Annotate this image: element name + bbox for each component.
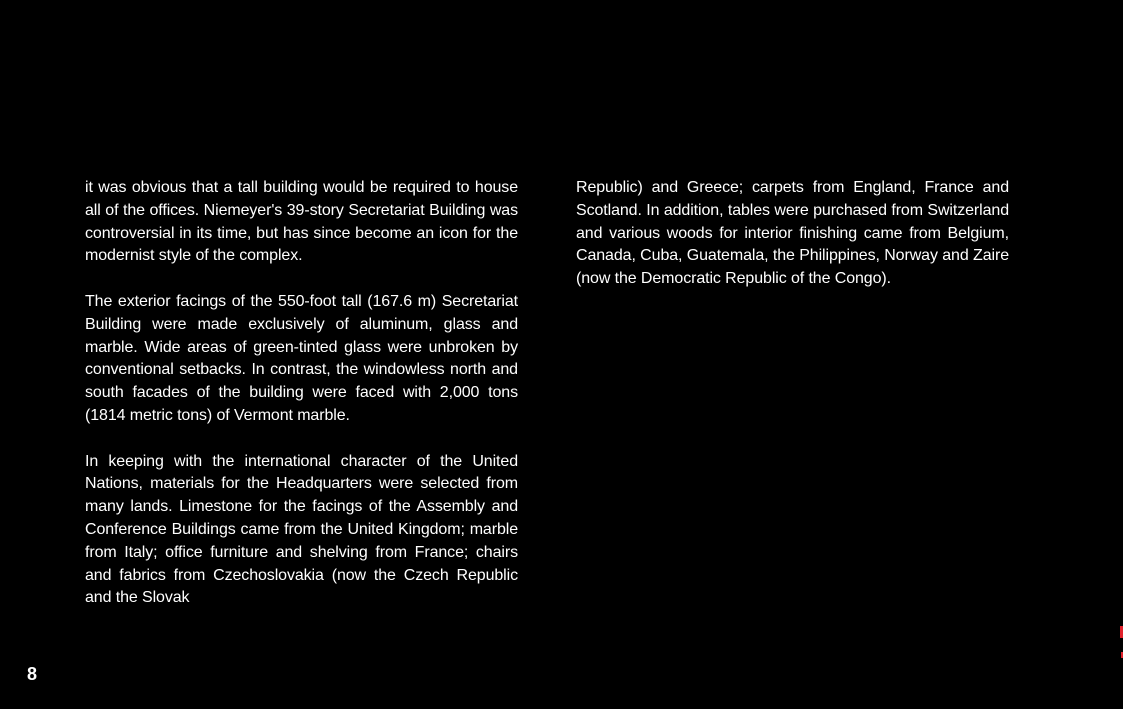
paragraph-exterior-facings: The exterior facings of the 550-foot tall (167.6 m) Secretariat Building were made exclusively of aluminum, glass and marble. Wide areas of green-tinted glass were unbroken by conventional setbacks. In contrast, the windowless north and south facades of the building were faced with 2,000 tons (1814 metric tons) of Vermont marble. <box>85 292 518 424</box>
page-number: 8 <box>27 664 38 684</box>
paragraph-materials-continued: Republic) and Greece; carpets from England, France and Scotland. In addition, tables were purchased from Switzerland and various woods for interior finishing came from Belgium, Canada, Cuba, Guatemala, the Philippines, Norway and Zaire (now the Democratic Republic of the Congo). <box>576 179 1009 288</box>
paragraph-international-materials: In keeping with the international character of the United Nations, materials for the Headquarters were selected from many lands. Limestone for the facings of the Assembly and Conference Buildings came from the United Kingdom; marble from Italy; office furniture and shelving from France; chairs and fabrics from Czechoslovakia (now the Czech Republic and the Slovak <box>85 452 518 607</box>
paragraph-tall-building: it was obvious that a tall building would be required to house all of the offices. Niemeyer's 39-story Secretariat Building was controversial in its time, but has since become an icon for the modernist style of the complex. <box>85 179 518 265</box>
left-text-column <box>85 177 518 633</box>
right-text-column <box>576 177 1009 314</box>
